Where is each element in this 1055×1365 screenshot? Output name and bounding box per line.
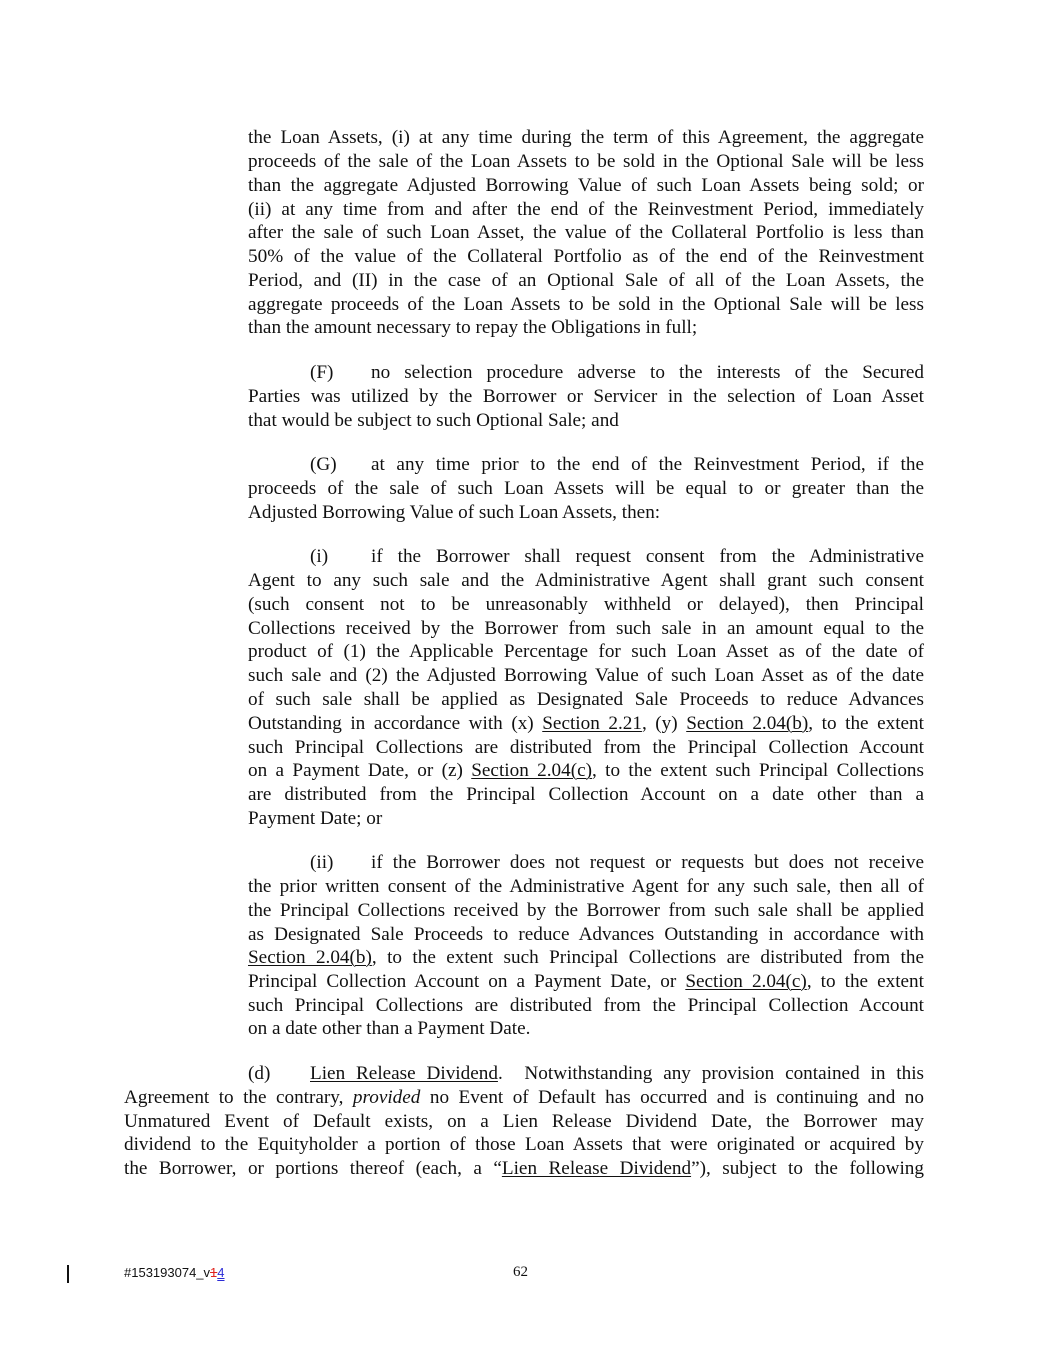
text-span: ”), subject to the following — [691, 1158, 924, 1179]
text-line: dividend to the Equityholder a portion of those Loan Assets that were originated or acquired by — [124, 1134, 924, 1155]
text-line: than the amount necessary to repay the Obligations in full; — [248, 317, 698, 338]
doc-id-prefix: #153193074_v — [124, 1265, 211, 1280]
footer-document-id — [124, 1265, 225, 1280]
text-line: of such sale shall be applied as Designated Sale Proceeds to reduce Advances — [248, 689, 924, 710]
text-line: Parties was utilized by the Borrower or Servicer in the selection of Loan Asset — [248, 386, 924, 407]
text-line: such sale and (2) the Adjusted Borrowing Value of such Loan Asset as of the date — [248, 665, 924, 686]
text-line: Unmatured Event of Default exists, on a Lien Release Dividend Date, the Borrower may — [124, 1111, 924, 1132]
text-line: are distributed from the Principal Collection Account on a date other than a — [248, 784, 924, 805]
italic-term: provided — [352, 1087, 421, 1108]
text-line: Payment Date; or — [248, 808, 383, 829]
text-line: such Principal Collections are distributed from the Principal Collection Account — [248, 995, 924, 1016]
clause-text: at any time prior to the end of the Reinvestment Period, if the — [371, 454, 924, 475]
text-line — [248, 946, 924, 970]
section-link-2-04c[interactable]: Section 2.04(c) — [685, 971, 807, 992]
text-line: that would be subject to such Optional Sale; and — [248, 410, 619, 431]
text-line: the prior written consent of the Administrative Agent for any such sale, then all of — [248, 876, 924, 897]
clause-text: if the Borrower shall request consent from the Administrative — [371, 546, 924, 567]
text-span: on a Payment Date, or (z) — [248, 760, 472, 781]
text-line: Agent to any such sale and the Administrative Agent shall grant such consent — [248, 570, 924, 591]
text-line: Collections received by the Borrower from such sale in an amount equal to the — [248, 618, 924, 639]
inserted-version: 4 — [217, 1265, 225, 1280]
section-link-2-04c[interactable]: Section 2.04(c) — [471, 760, 593, 781]
text-line: Adjusted Borrowing Value of such Loan Assets, then: — [248, 502, 661, 523]
text-line: 50% of the value of the Collateral Portfolio as of the end of the Reinvestment — [248, 246, 924, 267]
clause-text: if the Borrower does not request or requests but does not receive — [371, 852, 924, 873]
defined-term-lien-release-dividend: Lien Release Dividend — [501, 1158, 692, 1179]
section-heading-lien-release-dividend: Lien Release Dividend — [310, 1063, 498, 1084]
text-line: product of (1) the Applicable Percentage for such Loan Asset as of the date of — [248, 641, 924, 662]
text-line: (ii) at any time from and after the end of the Reinvestment Period, immediately — [248, 199, 924, 220]
clause-label: (i) — [310, 546, 329, 567]
text-line: than the aggregate Adjusted Borrowing Value of such Loan Assets being sold; or — [248, 175, 924, 196]
text-line — [248, 712, 924, 736]
text-span: , to the extent — [808, 713, 924, 734]
clause-label: (ii) — [310, 852, 334, 873]
clause-label: (F) — [310, 362, 334, 383]
clause-text: no selection procedure adverse to the interests of the Secured — [371, 362, 924, 383]
page-number: 62 — [513, 1264, 528, 1280]
change-bar — [67, 1265, 69, 1283]
text-line: (such consent not to be unreasonably withheld or delayed), then Principal — [248, 594, 924, 615]
text-span: no Event of Default has occurred and is continuing and no — [420, 1087, 924, 1108]
text-line: as Designated Sale Proceeds to reduce Advances Outstanding in accordance with — [248, 924, 924, 945]
text-line: on a date other than a Payment Date. — [248, 1018, 531, 1039]
text-line — [124, 1086, 924, 1110]
text-span: , to the extent — [806, 971, 924, 992]
section-link-2-04b[interactable]: Section 2.04(b) — [686, 713, 809, 734]
clause-label: (G) — [310, 454, 337, 475]
text-line: after the sale of such Loan Asset, the value of the Collateral Portfolio is less than — [248, 222, 924, 243]
text-span: Principal Collection Account on a Payment Date, or — [248, 971, 686, 992]
text-line — [248, 970, 924, 994]
clause-label: (d) — [248, 1063, 271, 1084]
section-link-2-21[interactable]: Section 2.21 — [542, 713, 642, 734]
text-span: the Borrower, or portions thereof (each, a “ — [124, 1158, 502, 1179]
text-span: , to the extent such Principal Collections — [592, 760, 924, 781]
text-span: , (y) — [641, 713, 687, 734]
text-span: Agreement to the contrary, — [124, 1087, 353, 1108]
text-span: , to the extent such Principal Collections are distributed from the — [371, 947, 924, 968]
text-line: such Principal Collections are distributed from the Principal Collection Account — [248, 737, 924, 758]
deleted-version: 1 — [210, 1265, 218, 1280]
text-span: . Notwithstanding any provision contained in this — [497, 1063, 925, 1084]
text-line: Period, and (II) in the case of an Optional Sale of all of the Loan Assets, the — [248, 270, 924, 291]
text-line: the Loan Assets, (i) at any time during the term of this Agreement, the aggregate — [248, 127, 924, 148]
text-line — [248, 759, 924, 783]
clause-text — [310, 1062, 924, 1086]
section-link-2-04b[interactable]: Section 2.04(b) — [248, 947, 372, 968]
text-line: proceeds of the sale of the Loan Assets to be sold in the Optional Sale will be less — [248, 151, 924, 172]
text-line: aggregate proceeds of the Loan Assets to be sold in the Optional Sale will be less — [248, 294, 924, 315]
text-line — [124, 1157, 924, 1181]
text-span: Outstanding in accordance with (x) — [248, 713, 543, 734]
text-line: proceeds of the sale of such Loan Assets will be equal to or greater than the — [248, 478, 924, 499]
text-line: the Principal Collections received by the Borrower from such sale shall be applied — [248, 900, 924, 921]
